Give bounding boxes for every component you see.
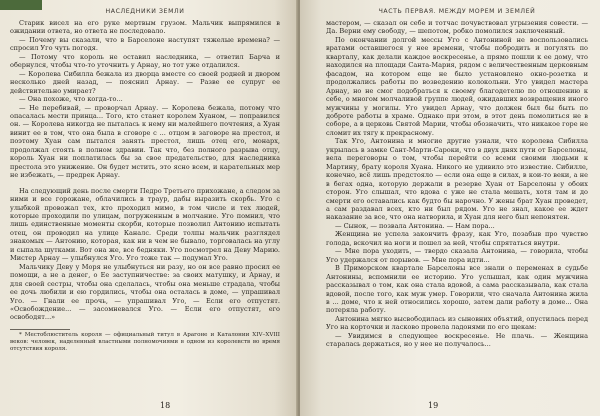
paragraph: На следующий день после смерти Педро Третьего прихожане, а следом за ними и все горожане, облачились в траур, дабы выразить скорбь. Уго с улыбкой провожал тех, кто проходил мимо, в том числе и тех людей, которые проходили по улицам, погруженным в молчание. Уго помнил, что лишь единственные моменты скорби, которые позволил Антонию испытать отец, он проводил на улице Каналс. Среди толпы мальчик разглядел знакомых — Антонию, которая, как ни в чем не бывало, торговалась на углу и сыпала шутками. Вот она же, все бедняки. Уго посмотрел на Деву Марию. Мистер Арнау — улыбнулся Уго. Уго тоже так — подумал Уго. [10, 186, 280, 263]
paragraph: — Не перебивай, — проворчал Арнау. — Королева бежала, потому что опасалась мести принца... Того, кто станет королем Хуаном, — поправился он. — Королева никогда не пыталась к нему ни малейшего почтения, а Хуан винит ее в том, что она была в сговоре с ... отцом в заговоре на престол, и поэтому Хуан сам пытался занять престол, лишь отец его, монарх, продолжал стоять в полном здравии. Так что, без полного разрыва отцу, король Хуан ни поплатилась бы за свое предательство, для наследника престола это унижение. Он будет мстить, это ясно всем, и карательных мер не избежать, — предрек Арнау. [10, 103, 280, 180]
footnote: * Местоблюститель короля — официальный титул в Арагоне и Каталонии XIV–XVIII веков: человек, наделенный властными полномочиями в одном из королевств во время отсутствия короля. [10, 331, 280, 352]
left-running-head: НАСЛЕДНИКИ ЗЕМЛИ [105, 8, 185, 15]
paragraph: Так Уго, Антонина и многие другие узнали, что королева Сибилла укрылась в замке Сант-Марти-Сароки, что в двух днях пути от Барселоны, вела переговоры о том, чтобы перейти со всеми своими людьми к Мартину, брату короля Хуана. Никого не удивило это известие. Сибилле, конечно, всё лишь предстояло — если она еще в силах, в кои-то веки, а не в бегах одна, которую держали в резерве Хуан от Барселоны у обоих сторон. Уго слышал, что вдова с уже не стала мешать, хотя там и до смерти его оставались как будто бы нарочно. У жены брат Хуан проведет, а сам раздавал всех, кто ни был рядом. Уго не знал, какое ее ждет наказание за все, что она натворила, и Хуан для него был непонятен. [326, 137, 588, 222]
paragraph: — Королева Сибилла бежала из дворца вместе со своей родней и двором несколько дней назад, — пояснил Арнау. — Разве ее супруг ее действительно умирает? [10, 69, 280, 95]
paragraph: Старик висел на его руке мертвым грузом. Мальчик выпрямился в ожидании ответа, но ответа не последовало. [10, 19, 280, 36]
footnote-rule [10, 329, 70, 330]
paragraph: По окончании долгой мессы Уго с Антониной не воспользовались вратами оставшегося у нее времени, чтобы побродить и погулять по кварталу, как делали каждое воскресенье, а прямо пошли к ее дому, что находился на площади Санта-Мария, рядом с величественным церковным фасадом, на котором еще не было установлено окно-розетка и продолжались работы по возведению колокольни. Уго увидел мастера Арнау, но не смог подобраться к своему благодетелю по отношению к себе, о многом молчаливой группе людей, ожидавших возвращения иного мужчины у могилы. Уго увидел Арнау, что должен был бы быть по доброте работы в храме. Однако при этом, в этот день помолиться не в соборе, а в церковь Святой Марии, чтобы обозначить, что никакое горе не сломит их тягу к прекрасному. [326, 35, 588, 137]
right-page [300, 0, 600, 416]
paragraph: — Увидимся в следующее воскресенье. Не плачь. — Женщина старалась держаться, но у нее не получалось... [326, 331, 588, 349]
page-number-right: 19 [428, 401, 439, 410]
left-body-text [10, 19, 280, 322]
paragraph: — Сынок, — позвала Антонина. — Нам пора... [335, 221, 495, 230]
right-body-text [326, 19, 588, 349]
paragraph: Мальчику Деву у Моря не улыбнуться ни разу, но он все равно просил ее помощи, а не а денег, о Ее заступничестве: за своих матушку, и Арнау, и для своей сестры, чтобы она сделалась, чтобы она меньше страдала, чтобы ее дочь любили и ею гордились, чтобы она осталась в доме, — упрашивал Уго. — Гнали ее прочь, — упрашивал Уго, — Если его отпустят. «Освобождение... — засомневался Уго. — Если его отпустят, его освободят...» [10, 262, 280, 322]
right-running-head: ЧАСТЬ ПЕРВАЯ. МЕЖДУ МОРЕМ И ЗЕМЛЕЙ [378, 8, 536, 15]
cover-edge [0, 0, 42, 10]
paragraph: В Приморском квартале Барселоны все знали о переменах в судьбе Антонины, вспомнили ее историю. Уго услышал, как один мужчина рассказывал о том, как она стала вдовой, а сама рассказывала, как стала вдовой, после того, как муж умер. Говорили, что сначала Антонина жила в ... доме, что к ней относились хорошо, затем дали работу в доме... Она потеряла работу. [326, 264, 588, 315]
left-page [0, 0, 298, 416]
paragraph: — Потому что король не оставил наследника, — ответил Барча и обернулся, чтобы что-то уточнить у Арнау, но тот уже отдалился. [10, 52, 280, 70]
paragraph: — Почему вы сказали, что в Барселоне наступят тяжелые времена? — спросил Уго чуть погодя. [10, 35, 280, 53]
paragraph: Антонина мягко высвободилась из сыновних объятий, опустилась перед Уго на корточки и ласково провела ладонями по его щекам: [326, 314, 588, 332]
paragraph: — Она похоже, что когда-то... [19, 95, 123, 104]
paragraph: — Мне пора уходить, — твердо сказала Антонина, — говорила, чтобы Уго удержался от порывов. — Мне пора идти... [326, 247, 588, 264]
page-number-left: 18 [160, 401, 171, 410]
paragraph: мастером, — сказал он себе и тотчас почувствовал угрызения совести. — Да. Верни ему свободу, — шепотом, робко помолился заключенный. [326, 19, 588, 36]
paragraph: Женщина не успела закончить фразу, как Уго, позабыв про чувство голода, вскочил на ноги и пошел за ней, чтобы спрятаться внутри. [326, 230, 588, 247]
